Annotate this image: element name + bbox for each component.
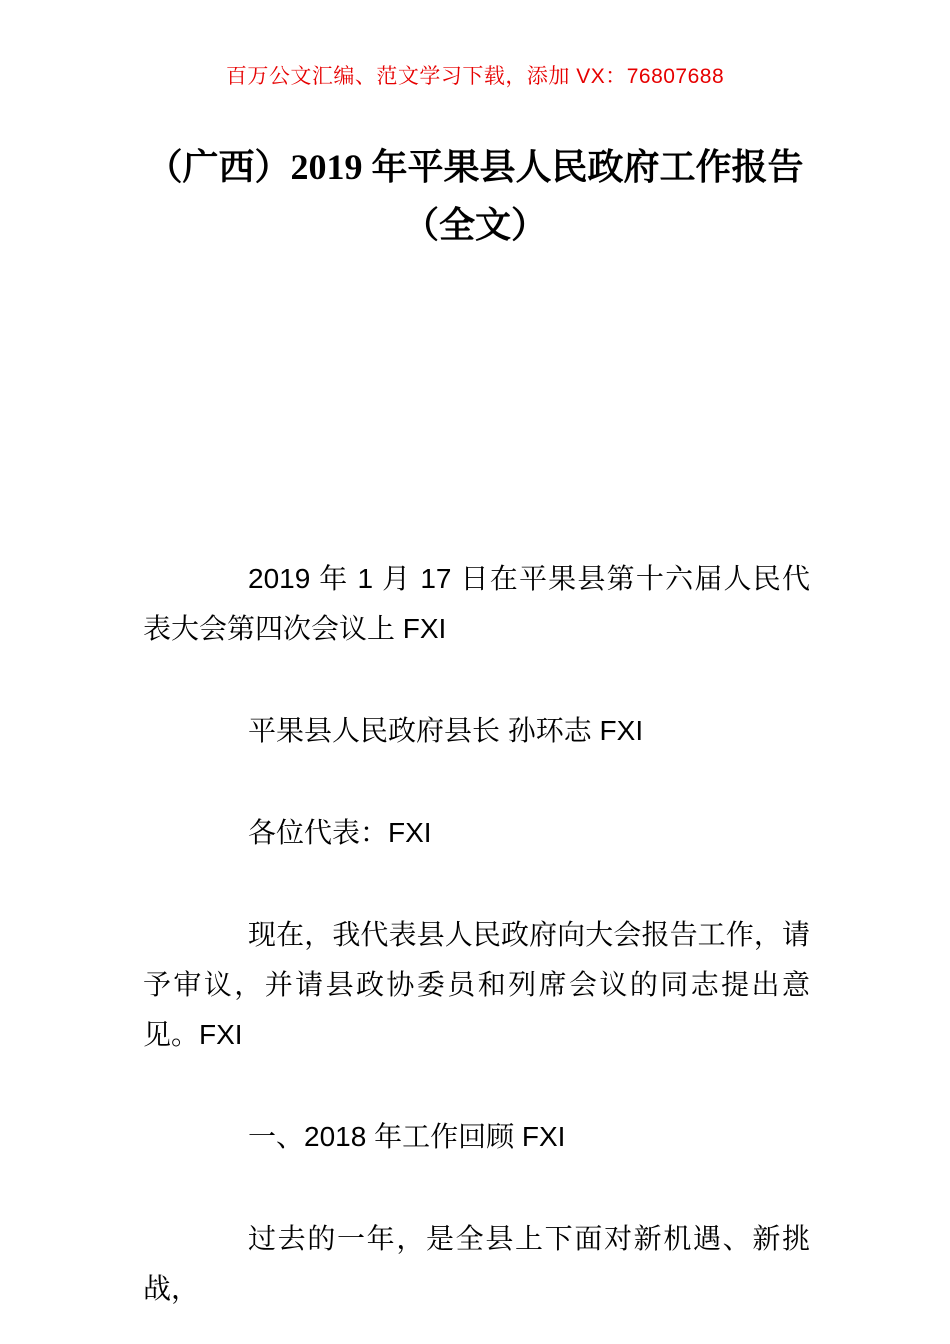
document-title-line2: （全文） xyxy=(402,205,547,245)
paragraph-section-heading: 一、2018 年工作回顾 FXI xyxy=(248,1121,566,1152)
promo-banner: 百万公文汇编、范文学习下载，添加 VX：76807688 xyxy=(225,65,725,88)
document-title-line1: （广西）2019 年平果县人民政府工作报告 xyxy=(146,147,804,187)
paragraph-intro: 现在，我代表县人民政府向大会报告工作，请予审议，并请县政协委员和列席会议的同志提出意见。FXI xyxy=(143,919,810,1050)
paragraph-speaker: 平果县人民政府县长 孙环志 FXI xyxy=(248,715,644,746)
document-title xyxy=(0,138,950,254)
paragraph-salutation: 各位代表：FXI xyxy=(248,817,432,848)
paragraph-body-start: 过去的一年，是全县上下面对新机遇、新挑战， xyxy=(143,1223,810,1304)
paragraph-meeting-info: 2019 年 1 月 17 日在平果县第十六届人民代表大会第四次会议上 FXI xyxy=(143,563,810,644)
document-body xyxy=(143,554,810,1314)
